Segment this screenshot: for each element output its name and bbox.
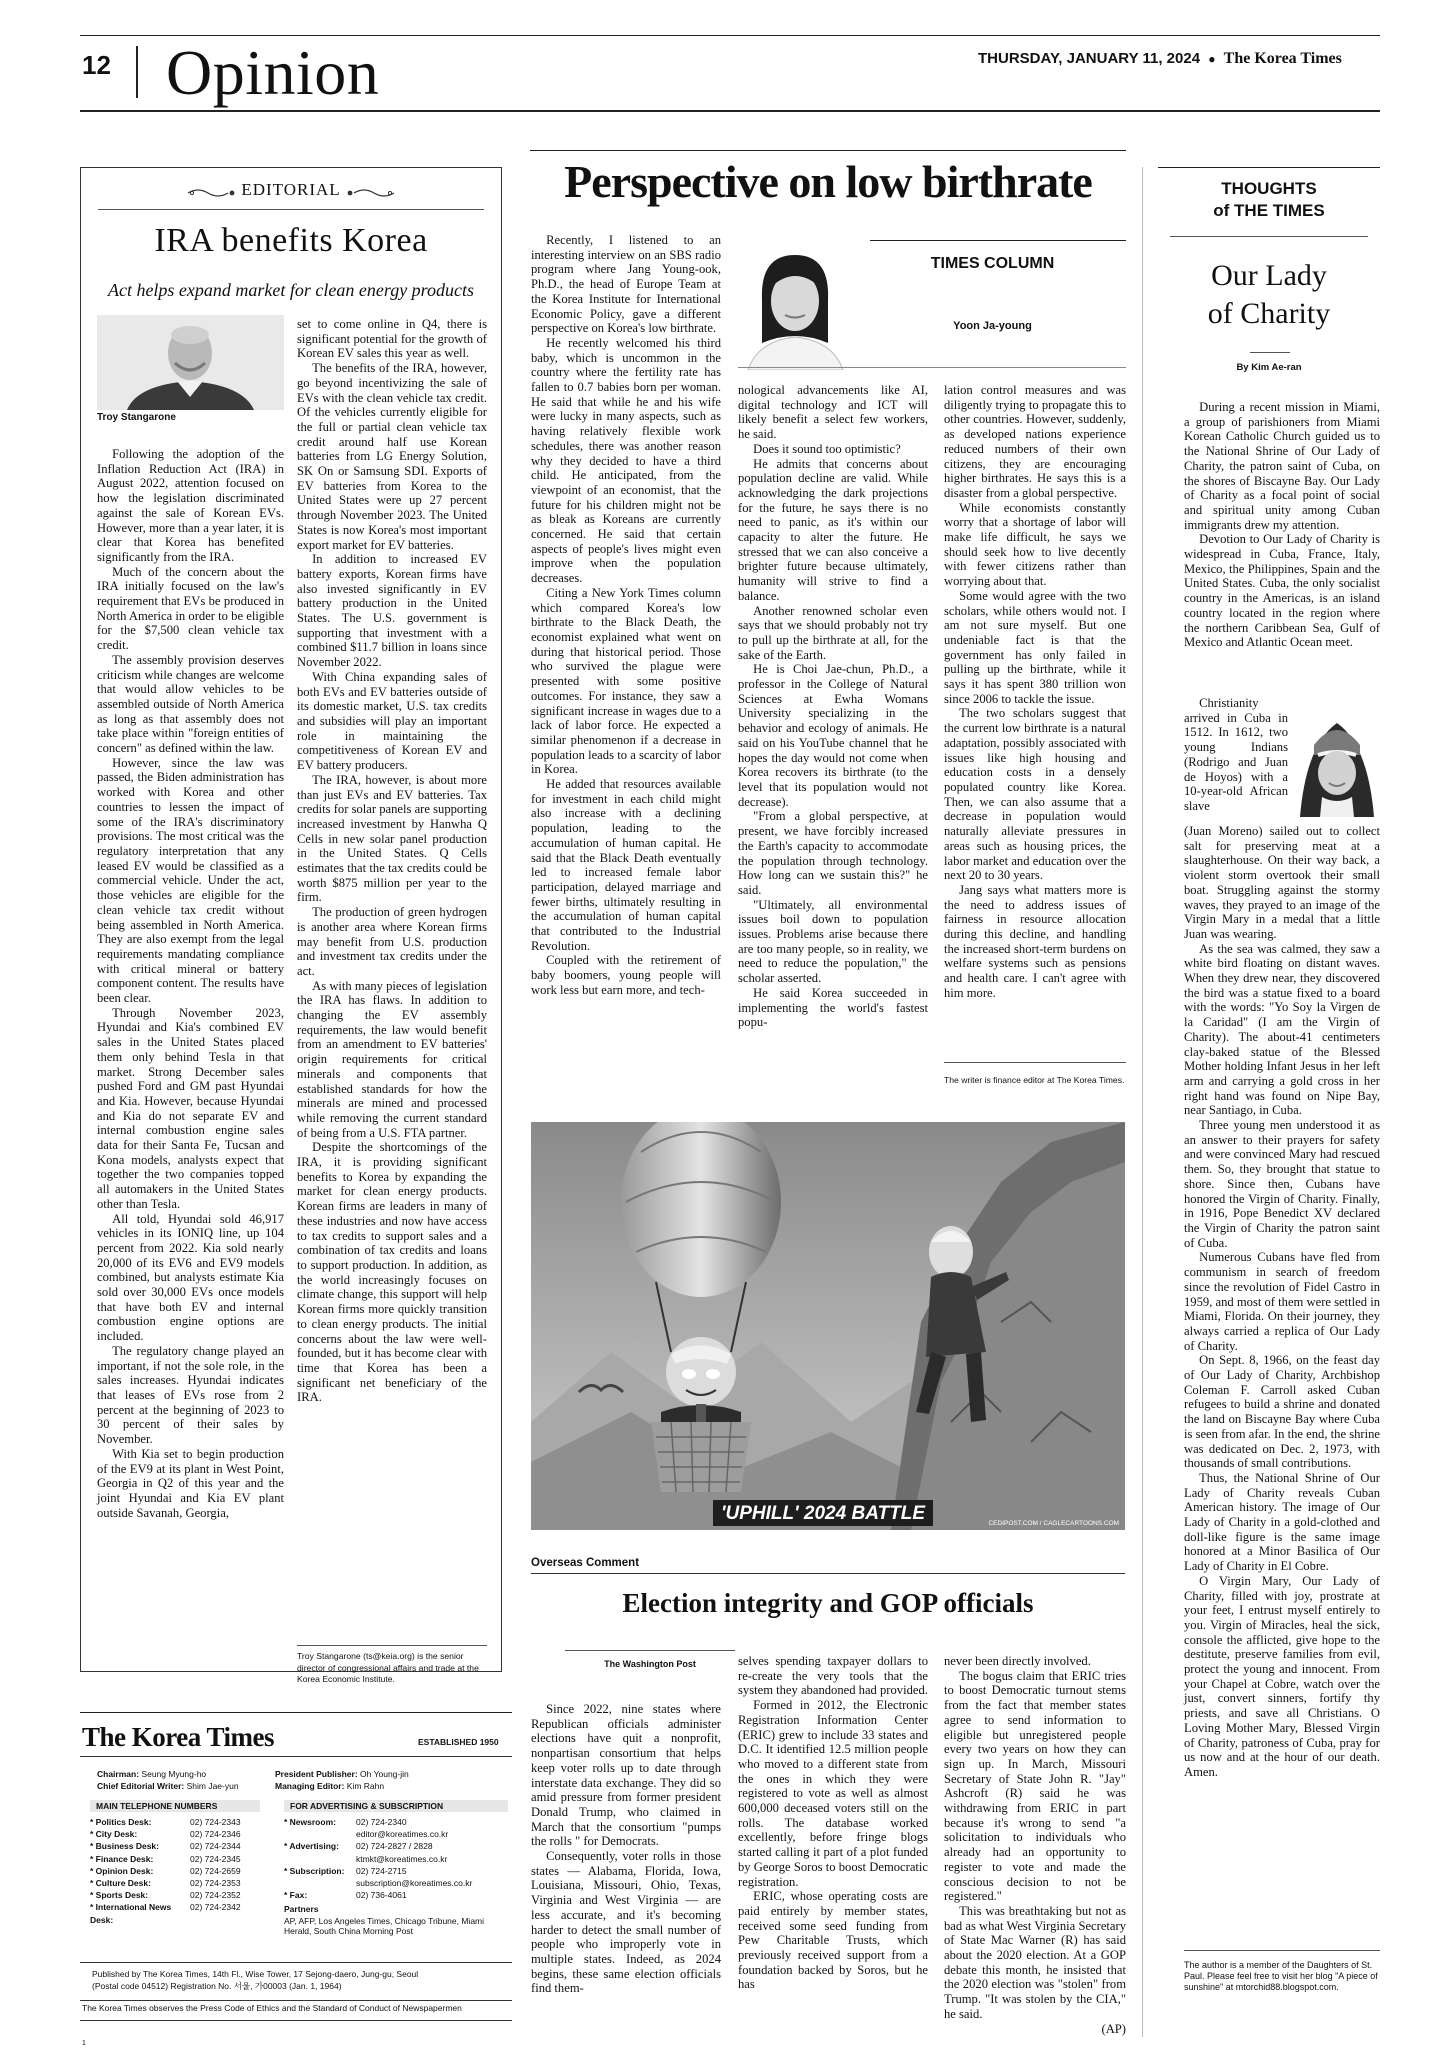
ads-heading: FOR ADVERTISING & SUBSCRIPTION	[284, 1800, 508, 1812]
paragraph: ERIC, whose operating costs are paid entirely by member states, received some seed funding from Pew Charitable Trusts, which previously received support from a foundation backed by Soros, but he has	[738, 1889, 928, 1992]
thoughts-label-line2: of THE TIMES	[1213, 201, 1325, 220]
times-column-column-1	[531, 233, 721, 998]
phone-row	[90, 1853, 260, 1865]
published-by: Published by The Korea Times, 14th Fl., Wise Tower, 17 Sejong-daero, Jung-gu, Seoul	[92, 1969, 419, 1979]
paragraph: The regulatory change played an important, if not the sole role, in the sales increases. Hyundai indicates that leases of EVs rose from 2 percent at the beginning of 2023 to 30 percent of their sales by November.	[97, 1343, 284, 1447]
author-photo	[1294, 705, 1380, 817]
times-column-rule	[870, 240, 1126, 241]
section-title: Opinion	[166, 37, 380, 108]
editorial-title: IRA benefits Korea	[154, 222, 428, 259]
partners-label: Partners	[284, 1904, 319, 1915]
president-label: President Publisher:	[275, 1769, 358, 1779]
thoughts-title	[1158, 257, 1380, 333]
phone-number: 02) 724-2352	[190, 1890, 241, 1901]
column-byline: Yoon Ja-young	[953, 320, 1032, 332]
phone-label: * Politics Desk:	[90, 1817, 152, 1827]
editorial-column-1	[97, 447, 284, 1520]
footer-established: ESTABLISHED 1950	[418, 1737, 499, 1747]
overseas-column-3	[944, 1654, 1126, 2036]
phone-label: * City Desk:	[90, 1829, 138, 1840]
paragraph: Following the adoption of the Inflation Reduction Act (IRA) in August 2022, attention focused on how the legislation discriminated against the sale of Korean EVs. However, more than a year later, it is clear that Korea has benefited significantly from the IRA.	[97, 447, 284, 564]
columnist-photo	[738, 245, 853, 370]
paragraph: Does it sound too optimistic?	[753, 441, 901, 456]
footer-staff-right	[275, 1768, 495, 1792]
footer-rule	[80, 1756, 512, 1757]
phone-row	[90, 1865, 260, 1877]
thoughts-note-rule	[1184, 1950, 1380, 1951]
paragraph: The assembly provision deserves criticism while changes are welcome that would allow vehicles to be assembled outside of North America as long as that assembly does not take place within "foreign entities of concern" as defined within the law.	[97, 652, 284, 756]
contact-row	[284, 1840, 508, 1864]
writer-note: The writer is finance editor at The Korea Times.	[944, 1075, 1125, 1085]
cartoon-credit: CEDIPOST.COM / CAGLECARTOONS.COM	[988, 1520, 1119, 1527]
paragraph: selves spending taxpayer dollars to re-create the very tools that the system they abandoned had provided.	[738, 1654, 928, 1698]
times-column-column-3	[944, 383, 1126, 1001]
telephone-numbers	[90, 1800, 260, 1926]
thoughts-author-note: The author is a member of the Daughters of St. Paul. Please feel free to visit her blog "A piece of sunshine" at mtorchid88.blogspot.com.	[1184, 1960, 1378, 1992]
paragraph: All told, Hyundai sold 46,917 vehicles in its IONIQ line, up 104 percent from 2022. Kia sold nearly 20,000 of its EV6 and EV9 models combined, but analysts estimate Kia sold over 30,000 EVs once models that have both EV and internal combustion engine options are included.	[97, 1211, 284, 1344]
editorial-cartoon	[531, 1122, 1125, 1530]
page-separator	[136, 46, 138, 98]
paragraph: On Sept. 8, 1966, on the feast day of Our Lady of Charity, Archbishop Coleman F. Carroll asked Cuban refugees to build a shrine and donated the land on Biscayne Bay where Cuba is seen from afar. In the end, the shrine was dedicated on Dec. 2, 1973, with thousands of small contributions.	[1184, 1353, 1380, 1471]
dateline-bullet: ●	[1208, 52, 1216, 66]
contact-values	[356, 1816, 448, 1840]
paragraph: Devotion to Our Lady of Charity is widespread in Cuba, France, Italy, Mexico, the Philippines, Spain and the United States. Cuba, the only socialist country in the Americas, is an island country located in the region where the northern Caribbean Sea, Gulf of Mexico and Atlantic Ocean meet.	[1184, 532, 1380, 650]
paragraph: He said Korea succeeded in implementing the world's fastest popu-	[738, 985, 928, 1030]
overseas-column-2	[738, 1654, 928, 1992]
phone-label: * International News Desk:	[90, 1902, 172, 1925]
paragraph: (Juan Moreno) sailed out to collect salt for preserving meat at a slaughterhouse. On their way back, a violent storm overtook their small boat. Struggling against the stormy waves, they prayed to an image of the Virgin Mary in a medal that a little Juan was wearing.	[1184, 824, 1380, 941]
overseas-source: The Washington Post	[604, 1659, 696, 1669]
writer-note-rule	[944, 1062, 1126, 1063]
footer-rule	[80, 2020, 512, 2021]
footer-rule	[80, 1962, 512, 1963]
phone-label: * Sports Desk:	[90, 1890, 149, 1901]
phone-number: 02) 724-2342	[190, 1902, 241, 1913]
phone-row	[90, 1816, 260, 1828]
thoughts-intro	[1184, 400, 1380, 650]
issue-date: THURSDAY, JANUARY 11, 2024	[978, 50, 1201, 67]
phone-number: 02) 724-2659	[190, 1865, 241, 1876]
contact-value: editor@koreatimes.co.kr	[356, 1829, 449, 1840]
paragraph: With China expanding sales of both EVs and EV batteries outside of its domestic market, U.S. tax credits and subsidies will play an important role in maintaining the competitiveness of Korean EV and EV battery producers.	[297, 669, 487, 773]
ornament-right-icon	[346, 186, 396, 205]
contact-value: 02) 724-2715	[356, 1865, 407, 1876]
editorial-author-note: Troy Stangarone (ts@keia.org) is the senior director of congressional affairs and trade at the Korea Economic Institute.	[297, 1651, 479, 1684]
phone-number: 02) 724-2346	[190, 1829, 241, 1840]
editorial-rule	[98, 209, 484, 210]
phone-label: * Culture Desk:	[90, 1878, 151, 1889]
paragraph: He recently welcomed his third baby, which is uncommon in the country where the fertility rate has fallen to 0.7 babies born per woman. He said that while he and his wife were lucky in many aspects, such as having relatively flexible work schedules, there was another reason why they decided to have a third child. He anticipated, from the viewpoint of an economist, that the future for his children might not be as bleak as Koreans are currently concerned. He said that certain aspects of people's lives might even improve when the population decreases.	[531, 335, 721, 586]
overseas-column-1	[531, 1702, 721, 1996]
publication-name: The Korea Times	[1223, 50, 1342, 67]
paragraph: Citing a New York Times column which compared Korea's low birthrate to the Black Death, the economist explained what went on during that historical period. Those who survived the plague were presented with some positive outcomes. For instance, they saw a significant increase in wages due to a lack of labor force. He expected a similar phenomenon if a decrease in population leads to a scarcity of labor in Korea.	[531, 585, 721, 777]
contact-row	[284, 1816, 508, 1840]
editorial-column-2	[297, 317, 487, 1405]
phone-label: * Business Desk:	[90, 1841, 159, 1852]
contact-label: * Advertising:	[284, 1841, 339, 1852]
paragraph: The bogus claim that ERIC tries to boost Democratic turnout stems from the fact that member states agree to send information to eligible but unregistered people every two years on how they can sign up. In March, Missouri Secretary of State John R. "Jay" Ashcroft (R) said he was withdrawing from ERIC in part because it's wrong to send "a solicitation to individuals who already had an opportunity to register to vote and made the conscious decision to not be registered."	[944, 1668, 1126, 1904]
phone-row	[90, 1828, 260, 1840]
author-photo-caption: Troy Stangarone	[97, 412, 176, 423]
paragraph: In addition to increased EV battery exports, Korean firms have also invested significantly in EV battery production in the United States. The U.S. government is supporting that investment with a combined $11.7 billion in loans since November 2022.	[297, 552, 487, 670]
times-column-column-2	[738, 383, 928, 1030]
contact-value: 02) 736-4061	[356, 1890, 407, 1901]
chief-writer-name: Shim Jae-yun	[186, 1781, 239, 1792]
phone-row	[90, 1877, 260, 1889]
overseas-headline: Election integrity and GOP officials	[622, 1588, 1034, 1618]
thoughts-label	[1158, 178, 1380, 222]
paragraph: He is Choi Jae-chun, Ph.D., a professor in the College of Natural Sciences at Ewha Womans University specializing in the behavior and ecology of animals. He said on his YouTube channel that he hopes the day would not come when Korea recovers its birthrate (to the level that its population would not decrease).	[738, 662, 928, 809]
contact-row	[284, 1865, 508, 1889]
thoughts-top-rule	[1158, 167, 1380, 168]
president-name: Oh Young-jin	[360, 1769, 409, 1779]
paragraph: Formed in 2012, the Electronic Registration Information Center (ERIC) grew to include 33 states and D.C. It identified 12.5 million people who moved to a different state from the ones in which they were registered to vote as well as almost 600,000 deceased voters still on the rolls. The database worked excellently, before fringe blogs started calling it part of a plot funded by George Soros to boost Democratic registration.	[738, 1698, 928, 1889]
phone-number: 02) 724-2344	[190, 1841, 241, 1852]
paragraph: Numerous Cubans have fled from communism in search of freedom since the revolution of Fidel Castro in 1959, and most of them were settled in Miami, Florida. On their journey, they always carried a replica of Our Lady of Charity.	[1184, 1250, 1380, 1353]
paragraph: Jang says what matters more is the need to address issues of fairness in resource allocation during this decline, and handling the increased short-term burdens on welfare systems such as pensions and health care. I can't agree with him more.	[944, 882, 1126, 1000]
column-headline: Perspective on low birthrate	[564, 156, 1092, 207]
byline-rule	[1250, 352, 1290, 353]
masthead-bottom-rule	[80, 110, 1380, 112]
managing-label: Managing Editor:	[275, 1781, 345, 1792]
phone-label: * Finance Desk:	[90, 1853, 154, 1864]
thoughts-byline: By Kim Ae-ran	[1236, 362, 1302, 373]
paragraph: lation control measures and was diligently trying to propagate this to other countries. However, suddenly, as developed nations experience reduced numbers of their own citizens, they are encouraging higher birthrates. He says this is a disaster from a global perspective.	[944, 383, 1126, 500]
phone-row	[90, 1901, 260, 1925]
author-photo	[97, 315, 284, 410]
phone-number: 02) 724-2353	[190, 1878, 241, 1889]
author-note-rule	[297, 1645, 487, 1646]
paragraph: He admits that concerns about population decline are valid. While acknowledging the dark projections for the future, he says there is no need to panic, as it's within our capacity to alter the future. He stressed that we can also conceive a brighter future because ultimately, humanity will strive to find a balance.	[738, 456, 928, 603]
footer-rule	[80, 2000, 512, 2001]
paragraph: "Ultimately, all environmental issues boil down to population issues. Problems arise because there are too many people, so in reality, we need to reduce the population," the scholar asserted.	[738, 897, 928, 986]
footer-logo: The Korea Times	[82, 1722, 275, 1752]
contact-value: ktmkt@koreatimes.co.kr	[356, 1853, 448, 1864]
end-mark: (AP)	[1101, 2021, 1126, 2036]
thoughts-title-line2: of Charity	[1207, 297, 1331, 330]
paragraph: Consequently, voter rolls in those states — Alabama, Florida, Iowa, Louisiana, Missouri, Ohio, Texas, Virginia and West Virginia — are less accurate, and it's becoming harder to detect the small number of people who improperly vote in multiple states. Indeed, as 2024 begins, these same election officials find them-	[531, 1849, 721, 1996]
advertising-contacts	[284, 1800, 508, 1937]
contact-label: * Subscription:	[284, 1865, 345, 1876]
phone-label: * Opinion Desk:	[90, 1865, 154, 1876]
headline-top-rule	[530, 150, 1126, 151]
thoughts-body	[1184, 824, 1380, 1780]
page-number: 12	[82, 50, 111, 80]
chairman-name: Seung Myung-ho	[141, 1769, 207, 1779]
paragraph: Through November 2023, Hyundai and Kia's combined EV sales in the United States placed them only behind Tesla in that market. Strong December sales pushed Ford and GM past Hyundai and Kia. However, because Hyundai and Kia do not separate EV and internal combustion engine sales data for their Santa Fe, Tucsan and Kona models, analysts expect that together the two companies topped all automakers in the United States other than Tesla.	[97, 1005, 284, 1211]
paragraph: Despite the shortcomings of the IRA, it is providing significant benefits to Korea by expanding the market for clean energy products. Korean firms are leaders in many of these industries and now have access to tax credits to support sales and a combination of tax credits and loans to support production. In addition, as the world increasingly focuses on climate change, this support will help Korean firms more quickly transition to clean energy products. The initial concerns about the law were well-founded, but it has become clear with time that Korea has been a significant net beneficiary of the IRA.	[297, 1140, 487, 1405]
header-dateline	[978, 50, 1342, 68]
paragraph: O Virgin Mary, Our Lady of Charity, filled with joy, prostrate at your feet, I entrust myself entirely to you. Virgin of Miracles, heal the sick, console the afflicted, give hope to the destitute, preserve families from evil, protect the young and innocent. From your Chapel at Cobre, watch over the just, convert sinners, fortify thy priests, and save all Christians. O Loving Mother Mary, Blessed Virgin of Charity, patroness of Cuba, pray for us now and at the hour of our death. Amen.	[1184, 1573, 1380, 1779]
paragraph: "From a global perspective, at present, we have forcibly increased the Earth's capacity to accommodate the population through technology. How long can we sustain this?" he said.	[738, 809, 928, 897]
right-column-divider	[1142, 167, 1143, 2037]
contact-value: subscription@koreatimes.co.kr	[356, 1878, 473, 1889]
publisher-info	[92, 1968, 512, 1992]
times-column-label: TIMES COLUMN	[930, 255, 1055, 272]
paragraph: The IRA, however, is about more than just EVs and EV batteries. Tax credits for solar panels are supporting increased investment by Hanwha Q Cells in new solar panel production in the United States. Q Cells estimates that the tax credits could be worth $875 million per year to the firm.	[297, 772, 487, 905]
paragraph: This was breathtaking but not as bad as what West Virginia Secretary of State Mac Warner (R) has said about the 2020 election. At a GOP debate this month, he insisted that the 2020 election was "stolen" from Trump. "It was stolen by the CIA," he said.	[944, 1903, 1126, 2021]
cartoon-caption: 'UPHILL' 2024 BATTLE	[721, 1503, 925, 1524]
paragraph: nological advancements like AI, digital technology and ICT will likely benefit a select few workers, he said.	[738, 383, 928, 442]
phone-number: 02) 724-2345	[190, 1853, 241, 1864]
partners-list: AP, AFP, Los Angeles Times, Chicago Tribune, Miami Herald, South China Morning Post	[284, 1915, 485, 1937]
paragraph: While economists constantly worry that a shortage of labor will make life difficult, he says we should seek how to live decently with fewer citizens rather than worrying about that.	[944, 500, 1126, 589]
thoughts-title-line1: Our Lady	[1211, 259, 1327, 292]
paragraph: Some would agree with the two scholars, while others would not. I am not sure myself. But one undeniable fact is that the government has only failed in pulling up the birthrate, while it says it has spent 380 trillion won since 2006 to tackle the issue.	[944, 588, 1126, 706]
chairman-label: Chairman:	[97, 1769, 140, 1779]
editorial-label: EDITORIAL	[241, 180, 341, 199]
thoughts-label-line1: THOUGHTS	[1221, 179, 1317, 198]
paragraph: However, since the law was passed, the Biden administration has worked with Korea and other countries to lessen the impact of some of the IRA's discriminatory provisions. The most critical was the regulatory interpretation that any leased EV would be classified as a commercial vehicle. Under the act, those vehicles are eligible for the clean vehicle tax credit without being assembled in North America. They are also exempt from the legal requirements mandating compliance with critical mineral or battery component content. The results have been clear.	[97, 755, 284, 1006]
paragraph: Recently, I listened to an interesting interview on an SBS radio program where Jang Young-ook, Ph.D., the head of Europe Team at the Korea Institute for International Economic Policy, gave a different perspective on Korea's low birthrate.	[531, 233, 721, 336]
contact-label: * Fax:	[284, 1890, 308, 1901]
phone-row	[90, 1889, 260, 1901]
paragraph: The production of green hydrogen is another area where Korean firms may benefit from U.S. production and investment tax credits under the act.	[297, 905, 487, 978]
paragraph: Christianity arrived in Cuba in 1512. In 1612, two young Indians (Rodrigo and Juan de Hoyos) with a 10-year-old African slave	[1184, 696, 1288, 813]
contact-value: 02) 724-2340	[356, 1817, 407, 1827]
column-photo-rule	[738, 367, 1126, 368]
paragraph: He added that resources available for investment in each child might also increase with a declining population, leading to the accumulation of human capital. He said that the Black Death eventually led to increased female labor participation, delayed marriage and fewer births, ultimately resulting in the accumulation of human capital that contributed to the Industrial Revolution.	[531, 777, 721, 953]
paragraph: Coupled with the retirement of baby boomers, young people will work less but earn more, and tech-	[531, 953, 721, 997]
contact-value: 02) 724-2827 / 2828	[356, 1841, 433, 1852]
overseas-comment-label: Overseas Comment	[531, 1557, 640, 1569]
paragraph: Since 2022, nine states where Republican officials administer elections have quit a nonprofit, nonpartisan consortium that helps keep voter rolls up to date through interstate data exchange. They did so amid pressure from former president Donald Trump, who claimed in March that the consortium "pumps the rolls " for Democrats.	[531, 1702, 721, 1849]
paragraph: set to come online in Q4, there is significant potential for the growth of Korean EV sales this year as well.	[297, 317, 487, 361]
contact-values	[356, 1889, 407, 1901]
paragraph: With Kia set to begin production of the EV9 at its plant in West Point, Georgia in Q2 of this year and the joint Hyundai and Kia EV plant outside Savanah, Georgia,	[97, 1446, 284, 1520]
paragraph: Three young men understood it as an answer to their prayers for safety and were convinced Mary had rescued them. So, they brought that statue to shore. Since then, Cubans have honored the Virgin of Charity. Finally, in 1916, Pope Benedict XV declared the Virgin of Charity the patron saint of Cuba.	[1184, 1118, 1380, 1250]
thoughts-rule	[1170, 236, 1368, 237]
paragraph: Thus, the National Shrine of Our Lady of Charity reveals Cuban American history. The image of Our Lady of Charity in a gold-clothed and doll-like figure is the same image honored at a Minor Basilica of Our Lady of Charity in El Cobre.	[1184, 1470, 1380, 1574]
thoughts-beside-photo	[1184, 696, 1288, 814]
phone-number: 02) 724-2343	[190, 1817, 241, 1827]
contact-values	[356, 1840, 447, 1864]
overseas-rule	[531, 1573, 1125, 1574]
page-mark: 1	[82, 2040, 86, 2047]
phones-heading: MAIN TELEPHONE NUMBERS	[90, 1800, 260, 1812]
contact-values	[356, 1865, 472, 1889]
paragraph: The benefits of the IRA, however, go beyond incentivizing the sale of EVs with the clean vehicle tax credit. Of the vehicles currently eligible for the full or partial clean vehicle tax credit around half use Korean batteries from LG Energy Solution, SK On or Samsung SDI. Exports of EV batteries from Korea to the United States were up 27 percent through November 2023. The United States is now Korea's most important export market for EV batteries.	[297, 361, 487, 552]
phone-row	[90, 1840, 260, 1852]
source-rule	[565, 1650, 735, 1651]
contact-label: * Newsroom:	[284, 1817, 336, 1827]
managing-name: Kim Rahn	[346, 1781, 385, 1792]
paragraph: As with many pieces of legislation the IRA has flaws. In addition to changing the EV assembly requirements, the law would benefit from an amendment to EV batteries' origin requirements for critical minerals and components that established standards for how the minerals are mined and processed while removing the current standard of being from a U.S. FTA partner.	[297, 978, 487, 1140]
chief-writer-label: Chief Editorial Writer:	[97, 1781, 185, 1792]
paragraph: The two scholars suggest that the current low birthrate is a natural adaptation, possibly associated with issues like high housing and education costs in a densely populated country like Korea. Then, we can also assume that a decrease in population would naturally alleviate pressures in areas such as housing prices, the labor market and education over the next 20 to 30 years.	[944, 706, 1126, 883]
paragraph: Another renowned scholar even says that we should probably not try to pull up the birthrate at all, for the sake of the Earth.	[738, 603, 928, 662]
editorial-subtitle: Act helps expand market for clean energy products	[107, 280, 475, 300]
footer-staff-left	[97, 1768, 277, 1792]
paragraph: Much of the concern about the IRA initially focused on the law's requirement that EVs be produced in North America in order to be eligible for the $7,500 clean vehicle tax credit.	[97, 564, 284, 653]
postal-info: (Postal code 04512) Registration No. 서울, 가00003 (Jan. 1, 1964)	[92, 1981, 342, 1992]
footer-top-rule	[80, 1712, 512, 1713]
paragraph: As the sea was calmed, they saw a white bird floating on distant waves. When they drew near, they discovered the bird was a statue fixed to a board with the words: "Yo Soy la Virgen de la Caridad" (I am the Virgin of Charity). The about-41 centimeters clay-baked statue of the Blessed Mother holding Infant Jesus in her left arm and carrying a gold cross in her right hand was found on Nipe Bay, near Santiago, in Cuba.	[1184, 941, 1380, 1118]
ethics-statement: The Korea Times observes the Press Code of Ethics and the Standard of Conduct of Newspapermen	[82, 2003, 462, 2013]
paragraph: During a recent mission in Miami, a group of parishioners from Miami Korean Catholic Church guided us to the National Shrine of Our Lady of Charity, the patron saint of Cuba, on the shores of Biscayne Bay. Our Lady of Charity as a focal point of social and spiritual unity among Cuban immigrants drew my attention.	[1184, 400, 1380, 532]
contact-row	[284, 1889, 508, 1901]
paragraph: never been directly involved.	[944, 1654, 1091, 1668]
